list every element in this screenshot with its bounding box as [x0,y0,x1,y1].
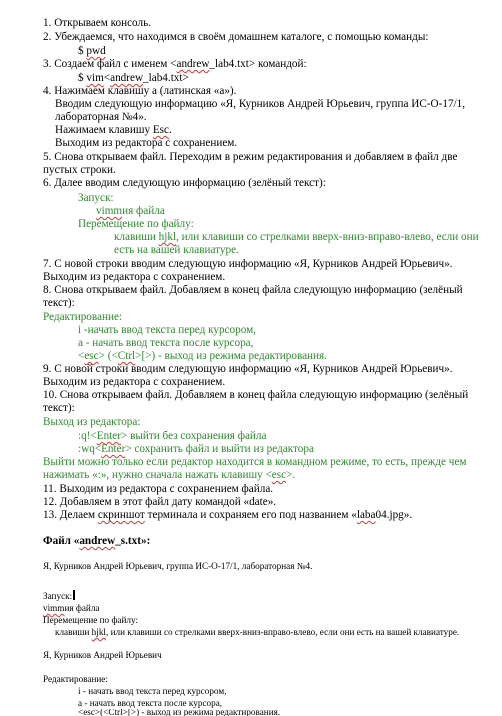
step-6: 6. Далее вводим следующую информацию (зелёный текст): [43,177,326,189]
step-1: 1. Открываем консоль. [43,17,151,29]
file-line-1: Я, Курников Андрей Юрьевич, группа ИС-О-17/1, лабораторная №4. [43,561,313,571]
green-start: Запуск: [78,192,114,204]
step-7-b: Выходим из редактора с сохранением. [43,271,226,283]
step-3-command: $ vim<andrew_lab4.txt> [78,72,189,84]
step-8-b: текст): [43,297,75,309]
step-5-b: пустых строки. [43,164,116,176]
green-wq: :wq<Enter> сохранить файл и выйти из редактора [78,443,314,455]
green-q: :q!<Enter> выйти без сохранения файла [78,430,267,442]
green-note: Выйти можно только если редактор находится в командном режиме, то есть, прежде чем [43,456,467,468]
green-note-2: нажимать «:», нужно сначала нажать клавишу <esc>. [43,469,296,481]
step-2-command: $ pwd [78,45,106,57]
file-move: Перемещение по файлу: [43,615,139,625]
file-edit: Редактирование: [43,674,108,684]
step-4-text-2: лабораторная №4». [55,111,147,123]
file-name-line: Я, Курников Андрей Юрьевич [43,650,162,660]
step-3: 3. Создаем файл с именем <andrew_lab4.txt> командой: [43,58,307,70]
file-i: i - начать ввод текста перед курсором, [78,686,227,696]
step-9-b: Выходим из редактора с сохранением. [43,376,226,388]
file-a: a - начать ввод текста после курсора, [78,698,223,708]
step-5: 5. Снова открываем файл. Переходим в режим редактирования и добавляем в файл две [43,151,458,163]
file-heading: Файл «andrew_s.txt»: [43,535,151,547]
green-keys: клавиши hjkl, или клавиши со стрелками вверх-вниз-вправо-влево, если они [114,231,479,243]
file-esc: <esc>(<Ctrl>[>) - выход из режима редактирования. [78,709,281,716]
file-start: Запуск: [43,590,75,602]
step-11: 11. Выходим из редактора с сохранением файла. [43,483,274,495]
green-i: i -начать ввод текста перед курсором, [78,324,256,336]
step-4-esc: Нажимаем клавишу Esc. [55,124,172,136]
green-exit: Выход из редактора: [43,416,141,428]
step-7: 7. С новой строки вводим следующую информацию «Я, Курников Андрей Юрьевич». [43,258,453,270]
step-13: 13. Делаем скриншот терминала и сохраняем его под названием «laba04.jpg». [43,509,413,521]
green-a: a - начать ввод текста после курсора, [78,337,254,349]
step-10: 10. Снова открываем файл. Добавляем в конец файла следующую информацию (зелёный [43,389,469,401]
file-keys: клавиши hjkl, или клавиши со стрелками вверх-вниз-вправо-влево, если они есть на вашей клавиатуре. [55,627,460,637]
step-9: 9. С новой строки вводим следующую информацию «Я, Курников Андрей Юрьевич». [43,363,453,375]
step-8: 8. Снова открываем файл. Добавляем в конец файла следующую информацию (зелёный [43,284,463,296]
step-4-text: Вводим следующую информацию «Я, Курников Андрей Юрьевич, группа ИС-О-17/1, [55,98,466,110]
green-move: Перемещение по файлу: [78,218,194,230]
green-esc: <esc> (<Ctrl>[>) - выход из режима редактирования. [78,350,327,362]
green-keys-2: есть на вашей клавиатуре. [114,244,239,256]
file-vimm: vimmия файла [43,603,100,613]
text-cursor [73,590,75,600]
step-4-exit: Выходим из редактора с сохранением. [55,137,238,149]
green-vimm: vimmия файла [96,205,165,217]
step-4: 4. Нажимаем клавишу a (латинская «a»). [43,85,237,97]
step-12: 12. Добавляем в этот файл дату командой «date». [43,496,277,508]
green-edit: Редактирование: [43,311,123,323]
step-10-b: текст): [43,402,75,414]
step-2: 2. Убеждаемся, что находимся в своём домашнем каталоге, с помощью команды: [43,31,429,43]
